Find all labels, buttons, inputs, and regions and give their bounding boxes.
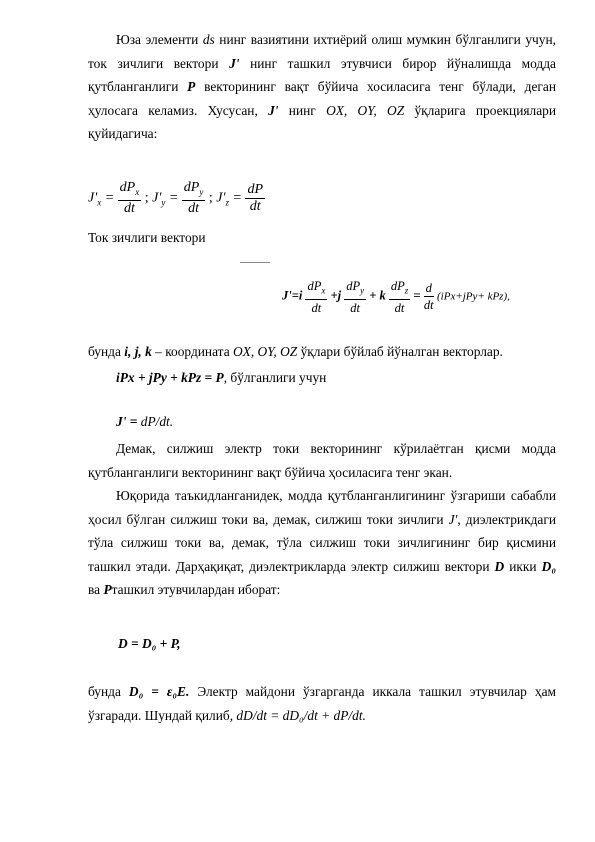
ijk-symbols: i, j, k xyxy=(124,344,152,359)
eq-num: d xyxy=(425,281,432,296)
eq-sep: ; xyxy=(205,190,217,206)
eq-sub: z xyxy=(404,285,409,296)
eq-num: dP xyxy=(307,279,322,293)
eq-sub: y xyxy=(161,197,166,208)
sum-expression: iPx + jPy + kPz = P xyxy=(116,370,224,385)
equation-current-density xyxy=(282,278,510,316)
tok-line: Ток зичлиги вектори xyxy=(88,230,206,245)
eq-num: dP xyxy=(346,279,361,293)
text: Юза элементи xyxy=(116,32,203,47)
eq-den: dt xyxy=(188,200,200,216)
eq-sub: x xyxy=(97,197,102,208)
text: ва xyxy=(88,582,104,598)
eq-sign: = xyxy=(228,190,246,206)
fraction xyxy=(245,182,265,215)
eq-term: J' xyxy=(216,190,226,206)
eq-sub: z xyxy=(225,197,229,208)
jprime-line xyxy=(116,414,173,430)
sum-line xyxy=(116,370,326,386)
fraction xyxy=(344,278,366,316)
eq-sep: ; xyxy=(141,190,153,206)
j-prime-symbol: J' xyxy=(448,511,458,527)
d0-expression: D₀ = ε₀E. xyxy=(128,684,190,699)
eq-den: dt xyxy=(423,298,434,313)
eq-num: dP xyxy=(390,279,405,293)
p-symbol: P xyxy=(187,79,196,95)
eq-num: dP xyxy=(247,181,263,197)
ds-symbol: ds xyxy=(202,32,215,47)
eq-sign: = xyxy=(165,190,182,206)
text: ўқларига проекциялари қуйидагича: xyxy=(88,102,557,142)
text: нинг ташкил этувчиси бирор йўналишда модда қутбланганлиги xyxy=(88,55,556,95)
text: нинг xyxy=(278,102,327,118)
eq-sign: = xyxy=(413,288,424,303)
text: , диэлектрикдаги тўла силжиш токи ва, демак, тўла силжиш токи зичлигининг бир қисмини ташкил этади. Дарҳақиқат, диэлектрикларда электр силжиш вектори xyxy=(88,511,556,574)
d0-symbol: D₀ xyxy=(541,558,556,574)
equation-d: D = D₀ + P, xyxy=(118,636,181,651)
equation-projections xyxy=(88,180,265,217)
bunda-line xyxy=(88,344,503,360)
fraction xyxy=(305,278,327,316)
fraction xyxy=(182,180,206,217)
text: – координата xyxy=(151,344,233,359)
axes-label: OX, OY, OZ xyxy=(326,102,405,118)
j-prime-symbol: J' xyxy=(229,55,240,71)
eq-num: dP xyxy=(183,180,200,195)
eq-term: J' xyxy=(88,190,98,206)
eq-den: dt xyxy=(124,200,135,216)
d-symbol: D xyxy=(494,558,505,574)
text: векторининг вақт бўйича хосиласига тенг бўлади, деган ҳулосага келамиз. Хусусан, xyxy=(88,79,556,118)
eq-term: (iPx+jPy+ kPz), xyxy=(437,290,510,303)
eq-den: dt xyxy=(394,300,405,315)
text: бунда xyxy=(88,344,125,359)
paragraph-4 xyxy=(88,680,556,727)
eq-term: J'=i xyxy=(282,288,303,303)
eq-term: + k xyxy=(369,288,386,303)
eq-den: dt xyxy=(249,198,261,214)
paragraph-2: Демак, силжиш электр токи векторининг кўрилаётган қисми модда қутбланганлиги векторининг вақт бўйича ҳосиласига тенг экан. xyxy=(88,441,556,480)
eq-sub: y xyxy=(360,285,365,296)
paragraph-1 xyxy=(88,28,556,146)
text: бунда xyxy=(88,684,129,699)
eq-term: J' xyxy=(152,190,162,206)
text: ўқлари бўйлаб йўналган векторлар. xyxy=(297,344,503,359)
vector-bar xyxy=(240,262,270,263)
j-prime-symbol: J' xyxy=(268,102,279,118)
jprime-lhs: J' = xyxy=(116,414,141,429)
eq-sign: = xyxy=(101,190,118,206)
derivative-equation: dD/dt = dD₀/dt + dP/dt. xyxy=(236,707,366,723)
fraction xyxy=(118,180,142,217)
fraction xyxy=(389,278,410,316)
text: нинг вазиятини ихтиёрий олиш мумкин бўлганлиги учун, ток зичлиги вектори xyxy=(88,32,556,71)
text: ташкил этувчилардан иборат: xyxy=(111,582,281,598)
axes-label: OX, OY, OZ xyxy=(233,344,298,359)
text: икки xyxy=(504,558,542,574)
eq-den: dt xyxy=(350,300,361,315)
eq-sub: x xyxy=(135,186,140,197)
eq-sub: y xyxy=(199,186,204,197)
p-symbol: P xyxy=(103,582,112,598)
paragraph-3 xyxy=(88,484,556,602)
fraction xyxy=(424,280,434,313)
eq-sub: x xyxy=(321,285,326,296)
eq-den: dt xyxy=(311,300,322,315)
text: , бўлганлиги учун xyxy=(223,370,327,385)
eq-num: dP xyxy=(119,180,136,195)
eq-term: +j xyxy=(330,288,342,303)
text: Юқорида таъкидланганидек, модда қутбланганлигининг ўзгариши сабабли ҳосил бўлган силжиш токи ва, демак, силжиш токи зичлиги xyxy=(88,488,556,527)
text: Электр майдони ўзгарганда иккала ташкил этувчилар ҳам ўзгаради. Шундай қилиб, xyxy=(88,684,556,723)
jprime-rhs: dP/dt. xyxy=(140,414,174,429)
